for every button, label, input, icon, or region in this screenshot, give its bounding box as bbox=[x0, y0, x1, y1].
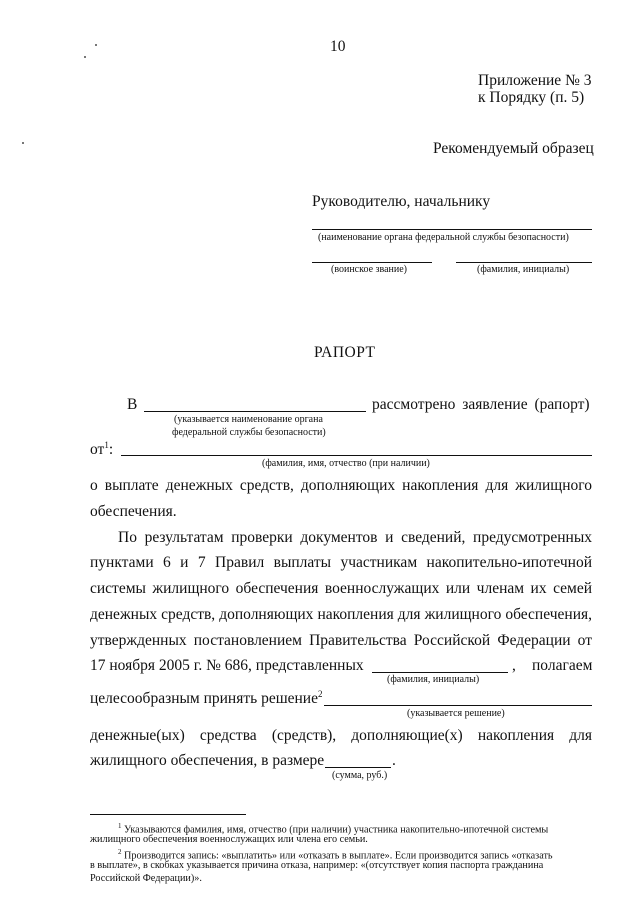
appendix-line-1: Приложение № 3 bbox=[478, 72, 592, 89]
body-line-6-start: 17 ноября 2005 г. № 686, представленных bbox=[90, 657, 364, 674]
intro-org-caption-2: федеральной службы безопасности) bbox=[172, 427, 326, 438]
body-line-5: утвержденных постановлением Правительства Российской Федерации от bbox=[90, 632, 592, 649]
footnote-2-line-3: Российской Федерации)». bbox=[90, 873, 202, 884]
body-line-4: денежных средств, дополняющих накопления для жилищного обеспечения, bbox=[90, 606, 592, 623]
scan-speck bbox=[84, 56, 86, 58]
rank-caption: (воинское звание) bbox=[331, 264, 407, 275]
intro-from-label: от bbox=[90, 441, 105, 459]
amount-field-line bbox=[325, 767, 391, 768]
appendix-line-2: к Порядку (п. 5) bbox=[478, 89, 585, 106]
decision-caption: (указывается решение) bbox=[407, 708, 505, 719]
rank-field-line bbox=[312, 262, 432, 263]
org-name-caption: (наименование органа федеральной службы безопасности) bbox=[318, 232, 569, 243]
footnote-2-line-2: в выплате», в скобках указывается причина отказа, например: «(отсутствует копия паспорта гражданина bbox=[90, 860, 544, 871]
body-line-6-end: полагаем bbox=[532, 657, 593, 674]
recommended-sample-label: Рекомендуемый образец bbox=[433, 140, 594, 157]
footnote-1-line-2: жилищного обеспечения военнослужащих или члена его семьи. bbox=[90, 834, 368, 845]
name-field-line bbox=[456, 262, 592, 263]
footnote-ref-2: 2 bbox=[317, 689, 323, 699]
name-caption: (фамилия, инициалы) bbox=[477, 264, 570, 275]
footnote-ref-1: 1 bbox=[104, 440, 109, 450]
footnote-1-text-1: Указываются фамилия, имя, отчество (при наличии) участника накопительно-ипотечной системы bbox=[124, 824, 549, 836]
addressee-line: Руководителю, начальнику bbox=[312, 193, 491, 210]
body-line-3: системы жилищного обеспечения военнослужащих или членам их семей bbox=[90, 580, 592, 597]
decision-field-line bbox=[324, 705, 592, 706]
intro-from-colon: : bbox=[108, 441, 114, 459]
body-line-6-comma: , bbox=[512, 657, 516, 674]
footnote-separator bbox=[90, 814, 246, 815]
amount-caption: (сумма, руб.) bbox=[332, 770, 388, 781]
intro-about-line-2: обеспечения. bbox=[90, 503, 177, 520]
decision-label: целесообразным принять решение bbox=[90, 690, 318, 708]
intro-reviewed: рассмотрено заявление (рапорт) bbox=[372, 396, 590, 413]
intro-from bbox=[90, 440, 113, 459]
footnote-2-text-1: Производится запись: «выплатить» или «отказать в выплате». Если производится запись «отказать bbox=[124, 850, 553, 862]
intro-org-caption-1: (указывается наименование органа bbox=[174, 414, 323, 425]
presenter-caption: (фамилия, инициалы) bbox=[387, 674, 480, 685]
scan-speck bbox=[95, 44, 97, 46]
footnote-1-number: 1 bbox=[118, 822, 122, 830]
body-line-7 bbox=[90, 689, 322, 708]
body-line-1: По результатам проверки документов и сведений, предусмотренных bbox=[118, 529, 592, 546]
body-line-8: денежные(ых) средства (средств), дополняющие(х) накопления для bbox=[90, 727, 592, 744]
fio-field-line bbox=[121, 455, 592, 456]
scan-speck bbox=[22, 142, 24, 144]
org-field-line bbox=[144, 411, 366, 412]
body-line-9: жилищного обеспечения, в размере bbox=[90, 752, 325, 769]
footnote-2-number: 2 bbox=[118, 848, 122, 856]
intro-v: В bbox=[127, 396, 138, 413]
intro-fio-caption: (фамилия, имя, отчество (при наличии) bbox=[262, 458, 430, 469]
body-line-2: пунктами 6 и 7 Правил выплаты участникам накопительно-ипотечной bbox=[90, 554, 592, 571]
org-name-field-line bbox=[312, 229, 592, 230]
page-number: 10 bbox=[330, 38, 346, 55]
presenter-field-line bbox=[372, 672, 508, 673]
body-line-9-end: . bbox=[392, 752, 396, 769]
document-title: РАПОРТ bbox=[314, 344, 376, 361]
intro-about-line-1: о выплате денежных средств, дополняющих накопления для жилищного bbox=[90, 477, 592, 494]
